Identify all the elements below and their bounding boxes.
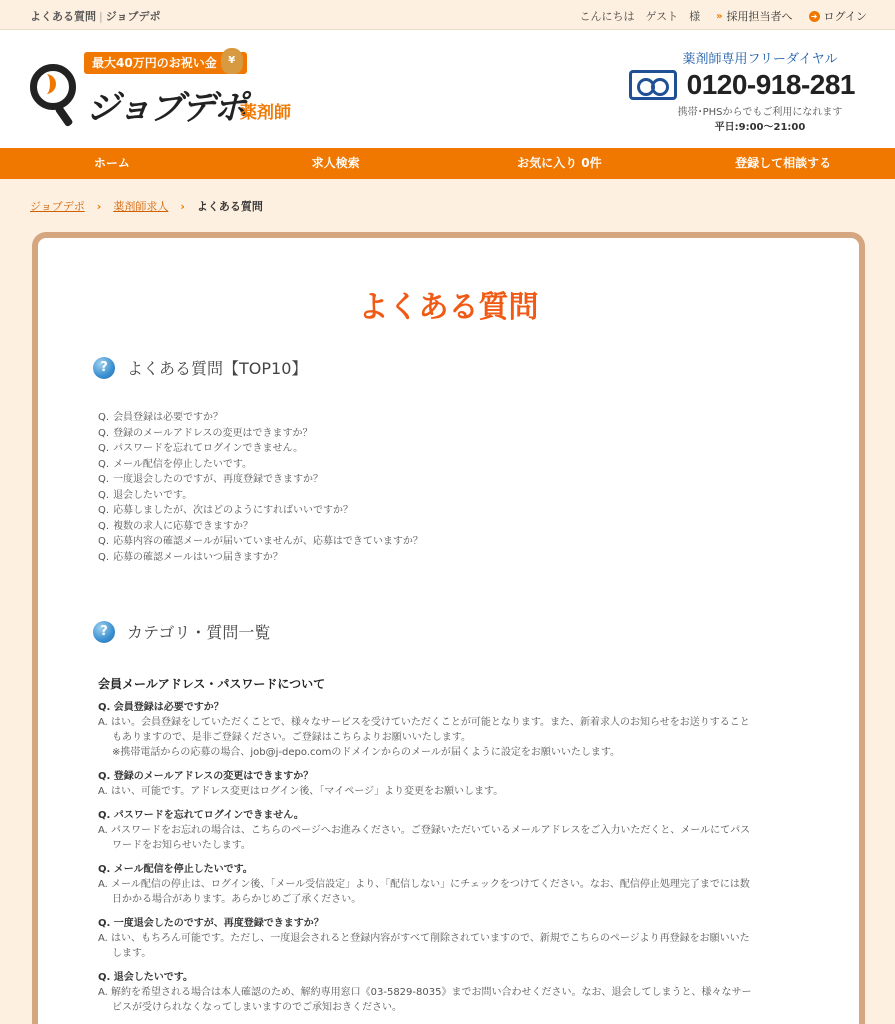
q-prefix: Q. (98, 520, 110, 532)
top10-item[interactable] (98, 534, 423, 550)
site-title-brand: ジョブデポ (105, 10, 161, 23)
recruiter-link[interactable] (716, 8, 792, 24)
breadcrumb-home[interactable]: ジョブデポ (30, 200, 85, 213)
top10-item[interactable] (98, 426, 423, 442)
bonus-ribbon-text: 最大40万円のお祝い金 (92, 56, 217, 70)
nav-favorites[interactable]: お気に入り 0件 (517, 156, 602, 170)
top10-item-text: パスワードを忘れてログインできません。 (113, 443, 304, 454)
top10-item[interactable] (98, 457, 423, 473)
faq-answer: A. メール配信の停止は、ログイン後、「メール受信設定」より、「配信しない」にチェックをつけてください。なお、配信停止処理完了までには数日かかる場合があります。あらかじめご了承ください。 (98, 879, 750, 905)
top10-item[interactable] (98, 503, 423, 519)
question-icon: ? (93, 357, 115, 379)
site-header (0, 30, 895, 148)
chevron-right-icon: › (96, 199, 102, 213)
business-hours: 平日:9:00〜21:00 (714, 122, 806, 133)
faq-question: Q. メール配信を停止したいです。 (98, 864, 253, 875)
magnifier-handle (54, 105, 73, 128)
brand-subtitle: 薬剤師 (240, 103, 291, 123)
contact-label: 薬剤師専用フリーダイヤル (682, 52, 838, 67)
q-prefix: Q. (98, 458, 110, 470)
login-link[interactable] (809, 8, 867, 24)
content-panel (32, 232, 865, 1024)
top10-item[interactable] (98, 519, 423, 535)
category-heading-text: カテゴリ・質問一覧 (127, 623, 271, 642)
q-prefix: Q. (98, 474, 110, 485)
faq-entry (98, 916, 758, 961)
free-dial-icon (629, 70, 677, 100)
top10-item-text: 一度退会したのですが、再度登録できますか？ (113, 474, 324, 485)
faq-entry (98, 700, 758, 760)
faq-entry (98, 970, 758, 1015)
q-prefix: Q. (98, 412, 110, 423)
recruiter-link-label: 採用担当者へ (726, 10, 793, 23)
top10-item-text: 応募の確認メールはいつ届きますか？ (113, 551, 283, 563)
faq-question: Q. 退会したいです。 (98, 972, 193, 983)
brand-name: ジョブデポ (86, 88, 246, 128)
faq-entry (98, 862, 758, 907)
site-logo[interactable] (30, 50, 320, 140)
q-prefix: Q. (98, 443, 110, 454)
login-link-label: ログイン (823, 10, 867, 23)
phone-number[interactable]: 0120-918-281 (686, 69, 855, 100)
top10-list (98, 410, 423, 565)
category-heading (93, 620, 270, 643)
top10-item-text: 会員登録は必要ですか？ (113, 412, 224, 423)
top10-item[interactable] (98, 550, 423, 566)
top10-heading-text: よくある質問【TOP10】 (127, 359, 308, 378)
faq-answer: A. はい。会員登録をしていただくことで、様々なサービスを受けていただくことが可能となります。また、新着求人のお知らせをお送りすることもありますので、是非ご登録ください。ご登録はこちらよりお願いいたします。 (98, 717, 750, 743)
q-prefix: Q. (98, 505, 110, 516)
nav-register[interactable]: 登録して相談する (735, 156, 832, 170)
question-icon: ? (93, 621, 115, 643)
top-utility-bar (0, 0, 895, 30)
faq-answer: A. 解約を希望される場合は本人確認のため、解約専用窓口《03-5829-8035》までお問い合わせください。なお、退会してしまうと、様々なサービスが受けられなくなってしまいますのでご承知おきください。 (98, 987, 752, 1013)
double-chevron-icon: » (716, 10, 723, 22)
q-prefix: Q. (98, 551, 110, 563)
faq-question: Q. 会員登録は必要ですか？ (98, 702, 224, 713)
faq-entry (98, 769, 758, 799)
faq-answer: A. はい、もちろん可能です。ただし、一度退会されると登録内容がすべて削除されていますので、新規でこちらのページより再登録をお願いいたします。 (98, 933, 750, 959)
money-bag-icon: ¥ (221, 48, 243, 74)
page-title: よくある質問 (358, 290, 539, 325)
top10-item-text: 応募内容の確認メールが届いていませんが、応募はできていますか？ (113, 536, 423, 547)
faq-question: Q. 一度退会したのですが、再度登録できますか？ (98, 918, 324, 929)
site-title (30, 8, 161, 24)
top10-item[interactable] (98, 441, 423, 457)
breadcrumb-pharmacist-jobs[interactable]: 薬剤師求人 (113, 200, 169, 213)
faq-question: Q. パスワードを忘れてログインできません。 (98, 810, 304, 821)
q-prefix: Q. (98, 536, 110, 547)
top10-item[interactable] (98, 488, 423, 504)
q-prefix: Q. (98, 489, 110, 501)
arrow-right-icon: ➜ (809, 11, 820, 22)
top10-item-text: 退会したいです。 (113, 489, 193, 501)
top10-heading (93, 356, 307, 379)
category-title: 会員メールアドレス・パスワードについて (98, 677, 326, 691)
nav-job-search[interactable]: 求人検索 (311, 156, 360, 170)
main-nav (0, 148, 895, 179)
top10-item-text: メール配信を停止したいです。 (113, 458, 253, 470)
greeting-text: こんにちは ゲスト 様 (579, 10, 701, 23)
site-title-page: よくある質問 (30, 10, 96, 23)
faq-list (98, 700, 758, 1024)
faq-note: ※携帯電話からの応募の場合、job@j-depo.comのドメインからのメールが届くように設定をお願いいたします。 (112, 747, 621, 758)
q-prefix: Q. (98, 427, 110, 439)
faq-entry (98, 808, 758, 853)
chevron-right-icon: › (180, 199, 185, 213)
breadcrumb (30, 198, 263, 214)
bonus-ribbon (84, 52, 247, 74)
site-title-separator: | (99, 10, 103, 23)
faq-answer: A. はい、可能です。アドレス変更はログイン後、「マイページ」より変更をお願いします。 (98, 786, 504, 797)
phone-note: 携帯･PHSからでもご利用になれます (677, 107, 843, 118)
faq-answer: A. パスワードをお忘れの場合は、こちらのページへお進みください。ご登録いただいているメールアドレスをご入力いただくと、メールにてパスワードをお知らせいたします。 (98, 825, 751, 851)
breadcrumb-current: よくある質問 (196, 200, 263, 213)
top10-item-text: 登録のメールアドレスの変更はできますか？ (113, 427, 313, 439)
faq-question: Q. 登録のメールアドレスの変更はできますか？ (98, 771, 314, 782)
contact-block (605, 48, 855, 133)
nav-home[interactable]: ホーム (93, 156, 130, 170)
top10-item-text: 応募しましたが、次はどのようにすればいいですか？ (113, 505, 354, 516)
top10-item-text: 複数の求人に応募できますか？ (113, 520, 254, 532)
top10-item[interactable] (98, 472, 423, 488)
top10-item[interactable] (98, 410, 423, 426)
